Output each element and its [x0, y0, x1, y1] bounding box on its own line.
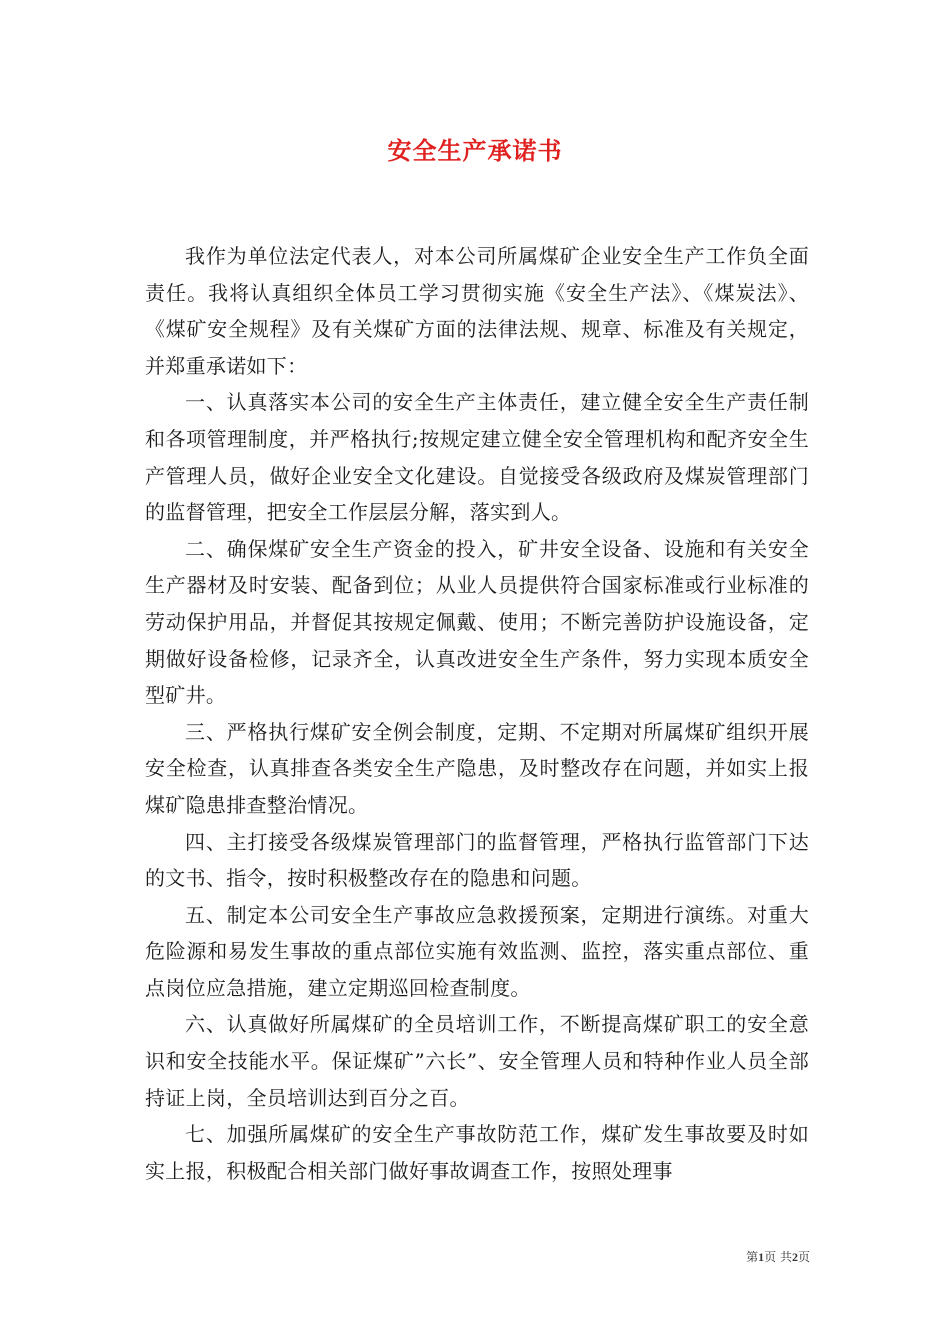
footer-suffix: 页: [797, 1250, 810, 1264]
clause-7-paragraph: 七、加强所属煤矿的安全生产事故防范工作，煤矿发生事故要及时如实上报，积极配合相关部门做好事故调查工作，按照处理事: [145, 1122, 809, 1183]
document-title: 安全生产承诺书: [387, 136, 563, 165]
footer-prefix: 第: [746, 1250, 759, 1264]
footer-current-page: 1: [758, 1250, 765, 1264]
document-body: [145, 238, 809, 1189]
clause-4-paragraph: 四、主打接受各级煤炭管理部门的监督管理，严格执行监管部门下达的文书、指令，按时积极整改存在的隐患和问题。: [145, 829, 809, 891]
clause-2-paragraph: 二、确保煤矿安全生产资金的投入，矿井安全设备、设施和有关安全生产器材及时安装、配备到位；从业人员提供符合国家标准或行业标准的劳动保护用品，并督促其按规定佩戴、使用；不断完善防护设施设备，定期做好设备检修，记录齐全，认真改进安全生产条件，努力实现本质安全型矿井。: [145, 536, 809, 708]
clause-3-paragraph: 三、严格执行煤矿安全例会制度，定期、不定期对所属煤矿组织开展安全检查，认真排查各类安全生产隐患，及时整改存在问题，并如实上报煤矿隐患排查整治情况。: [145, 719, 809, 817]
clause-6-paragraph: 六、认真做好所属煤矿的全员培训工作，不断提高煤矿职工的安全意识和安全技能水平。保证煤矿”六长”、安全管理人员和特种作业人员全部持证上岗，全员培训达到百分之百。: [145, 1012, 809, 1110]
page-number-footer: [700, 1248, 810, 1266]
intro-paragraph: 我作为单位法定代表人，对本公司所属煤矿企业安全生产工作负全面责任。我将认真组织全体员工学习贯彻实施《安全生产法》、《煤炭法》、《煤矿安全规程》及有关煤矿方面的法律法规、规章、标准及有关规定，并郑重承诺如下：: [145, 244, 809, 378]
clause-5-paragraph: 五、制定本公司安全生产事故应急救援预案，定期进行演练。对重大危险源和易发生事故的重点部位实施有效监测、监控，落实重点部位、重点岗位应急措施，建立定期巡回检查制度。: [145, 902, 809, 1000]
footer-middle: 页 共: [764, 1250, 792, 1264]
clause-1-paragraph: 一、认真落实本公司的安全生产主体责任，建立健全安全生产责任制和各项管理制度，并严格执行;按规定建立健全安全管理机构和配齐安全生产管理人员，做好企业安全文化建设。自觉接受各级政府及煤炭管理部门的监督管理，把安全工作层层分解，落实到人。: [145, 390, 809, 525]
footer-total-pages: 2: [791, 1250, 798, 1264]
